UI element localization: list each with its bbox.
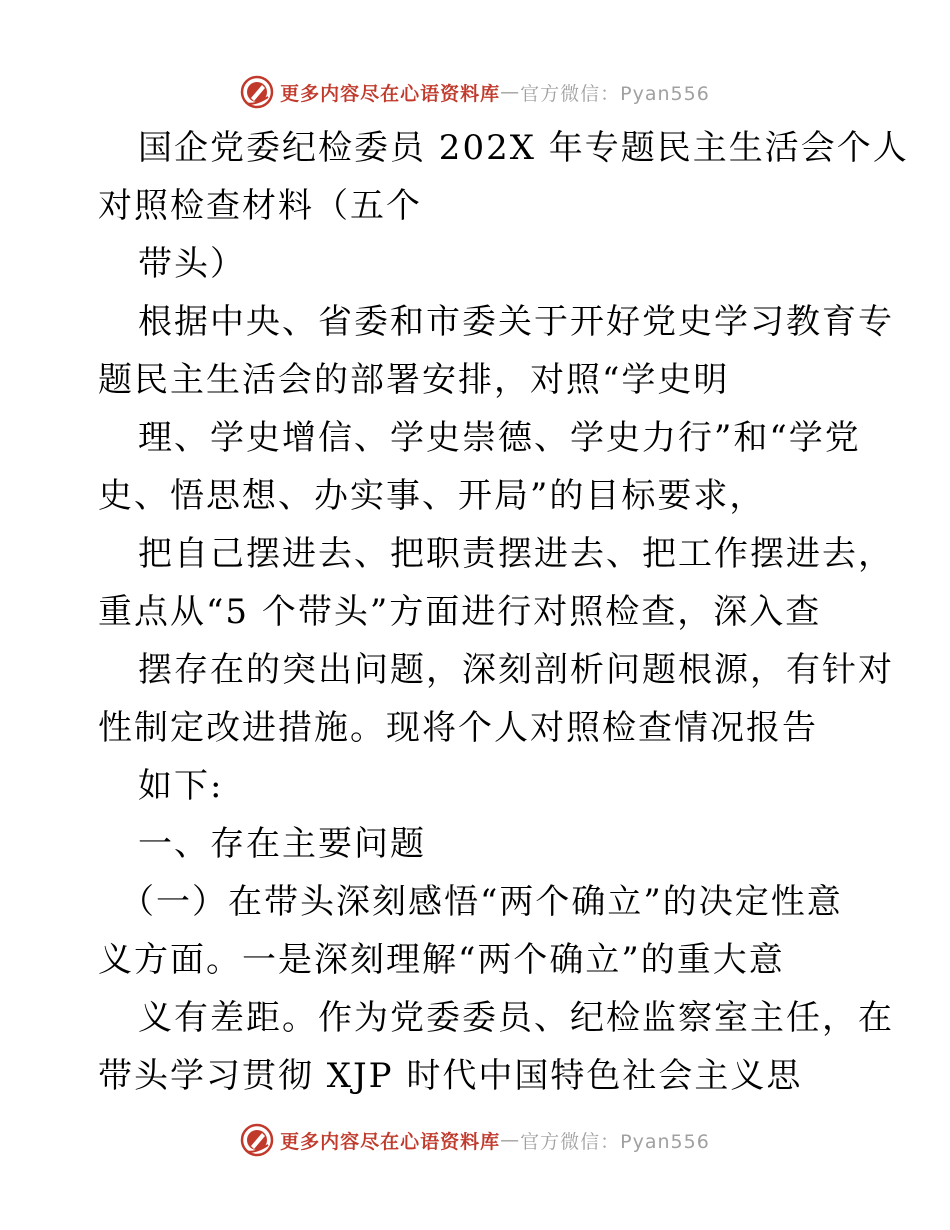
doc-line: 根据中央、省委和市委关于开好党史学习教育专 (138, 302, 894, 342)
pen-logo-icon (240, 75, 274, 109)
doc-line: 理、学史增信、学史崇德、学史力行”和“学党 (138, 418, 861, 458)
pen-logo-icon (240, 1123, 274, 1157)
doc-title-line-1: 国企党委纪检委员 202X 年专题民主生活会个人 (138, 128, 909, 168)
doc-line: 摆存在的突出问题，深刻剖析问题根源，有针对 (138, 650, 894, 690)
banner-site-text: 更多内容尽在心语资料库 (280, 1130, 501, 1153)
banner-dash: — (500, 1129, 521, 1151)
doc-title-line-3: 带头） (138, 244, 246, 284)
banner-wechat-text: 官方微信：Pyan556 (520, 82, 710, 105)
banner-site-text: 更多内容尽在心语资料库 (280, 82, 501, 105)
doc-line: 把自己摆进去、把职责摆进去、把工作摆进去， (138, 534, 894, 574)
banner-dash: — (500, 81, 521, 103)
doc-line: 义方面。一是深刻理解“两个确立”的重大意 (98, 940, 785, 980)
header-banner (0, 72, 950, 112)
doc-line: 题民主生活会的部署安排，对照“学史明 (98, 360, 730, 400)
subsection-heading: （一）在带头深刻感悟“两个确立”的决定性意 (120, 882, 843, 922)
doc-line: 重点从“5 个带头”方面进行对照检查，深入查 (98, 592, 822, 632)
doc-line: 史、悟思想、办实事、开局”的目标要求， (98, 476, 766, 516)
doc-title-line-2: 对照检查材料（五个 (98, 186, 422, 226)
doc-line: 性制定改进措施。现将个人对照检查情况报告 (98, 708, 818, 748)
banner-wechat-text: 官方微信：Pyan556 (520, 1130, 710, 1153)
footer-banner (0, 1120, 950, 1160)
doc-line: 义有差距。作为党委委员、纪检监察室主任，在 (138, 998, 894, 1038)
doc-line: 如下: (138, 766, 224, 806)
doc-line: 带头学习贯彻 XJP 时代中国特色社会主义思 (98, 1056, 803, 1096)
section-heading: 一、存在主要问题 (138, 824, 426, 864)
